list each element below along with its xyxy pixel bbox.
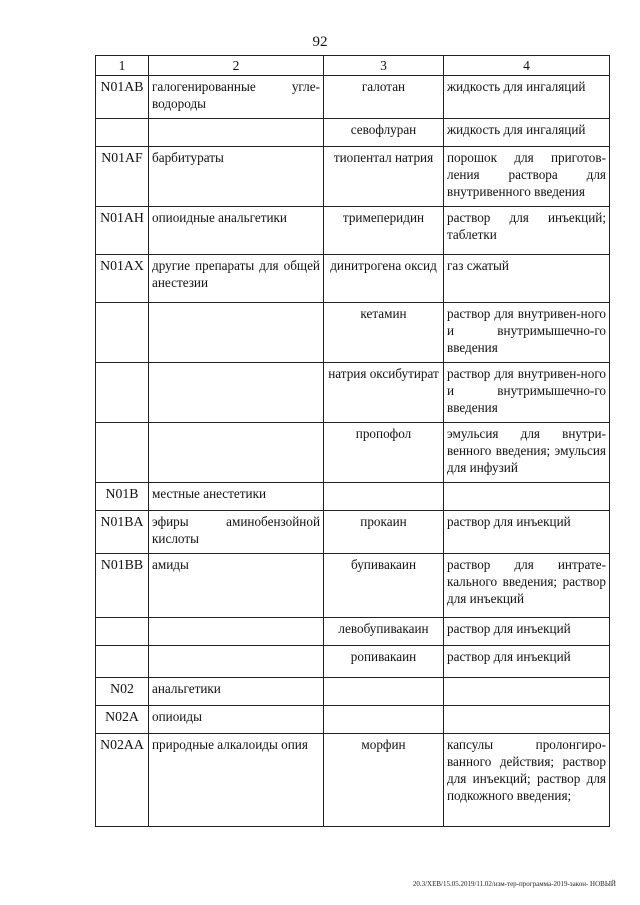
drug-name-cell [324,483,444,511]
atc-code-cell: N01AX [96,255,149,303]
table-row [96,646,610,678]
table-row [96,483,610,511]
drug-table [95,55,610,827]
drug-name-cell: морфин [324,734,444,827]
table-row [96,734,610,827]
atc-code-cell [96,423,149,483]
drug-name-cell [324,706,444,734]
group-name-cell [149,363,324,423]
group-name-cell: анальгетики [149,678,324,706]
atc-code-cell [96,646,149,678]
dosage-form-cell: жидкость для ингаляций [444,119,610,147]
table-row [96,303,610,363]
drug-name-cell: бупивакаин [324,554,444,618]
table-row [96,207,610,255]
atc-code-cell: N02A [96,706,149,734]
dosage-form-cell: раствор для интрате-кального введения; раствор для инъекций [444,554,610,618]
drug-name-cell [324,678,444,706]
table-row [96,76,610,119]
group-name-cell: опиоиды [149,706,324,734]
drug-name-cell: севофлуран [324,119,444,147]
dosage-form-cell: раствор для инъекций [444,511,610,554]
dosage-form-cell [444,706,610,734]
drug-name-cell: пропофол [324,423,444,483]
table-row [96,511,610,554]
group-name-cell [149,303,324,363]
group-name-cell [149,423,324,483]
group-name-cell: галогенированные угле-водороды [149,76,324,119]
table-row [96,618,610,646]
header-col-2: 2 [149,56,324,76]
table-row [96,554,610,618]
table-row [96,363,610,423]
drug-name-cell: кетамин [324,303,444,363]
atc-code-cell: N01B [96,483,149,511]
atc-code-cell: N01AH [96,207,149,255]
group-name-cell [149,119,324,147]
atc-code-cell [96,618,149,646]
table-body [96,76,610,827]
dosage-form-cell [444,483,610,511]
drug-name-cell: тримеперидин [324,207,444,255]
atc-code-cell: N02 [96,678,149,706]
atc-code-cell [96,303,149,363]
group-name-cell [149,646,324,678]
drug-name-cell: тиопентал натрия [324,147,444,207]
atc-code-cell: N01BA [96,511,149,554]
atc-code-cell: N01AB [96,76,149,119]
atc-code-cell: N01BB [96,554,149,618]
table-row [96,147,610,207]
group-name-cell: барбитураты [149,147,324,207]
dosage-form-cell: жидкость для ингаляций [444,76,610,119]
group-name-cell: амиды [149,554,324,618]
group-name-cell [149,618,324,646]
header-col-4: 4 [444,56,610,76]
dosage-form-cell: эмульсия для внутри-венного введения; эмульсия для инфузий [444,423,610,483]
table-row [96,423,610,483]
drug-name-cell: ропивакаин [324,646,444,678]
dosage-form-cell: раствор для внутривен-ного и внутримышечно-го введения [444,303,610,363]
table-row [96,678,610,706]
drug-name-cell: натрия оксибутират [324,363,444,423]
dosage-form-cell: раствор для инъекций [444,646,610,678]
dosage-form-cell [444,678,610,706]
drug-name-cell: динитрогена оксид [324,255,444,303]
header-col-1: 1 [96,56,149,76]
drug-name-cell: прокаин [324,511,444,554]
atc-code-cell: N01AF [96,147,149,207]
footer-code: 20.3/ХЕВ/15.05.2019/11.02/изм-тер-программа-2019-закон- НОВЫЙ [412,880,616,888]
dosage-form-cell: раствор для инъекций; таблетки [444,207,610,255]
dosage-form-cell: раствор для инъекций [444,618,610,646]
group-name-cell: природные алкалоиды опия [149,734,324,827]
table-row [96,706,610,734]
dosage-form-cell: газ сжатый [444,255,610,303]
group-name-cell: эфиры аминобензойной кислоты [149,511,324,554]
drug-name-cell: галотан [324,76,444,119]
group-name-cell: опиоидные анальгетики [149,207,324,255]
dosage-form-cell: капсулы пролонгиро-ванного действия; раствор для инъекций; раствор для подкожного введения; [444,734,610,827]
drug-name-cell: левобупивакаин [324,618,444,646]
dosage-form-cell: раствор для внутривен-ного и внутримышечно-го введения [444,363,610,423]
atc-code-cell: N02AA [96,734,149,827]
dosage-form-cell: порошок для приготов-ления раствора для внутривенного введения [444,147,610,207]
group-name-cell: местные анестетики [149,483,324,511]
atc-code-cell [96,119,149,147]
page-number: 92 [312,34,328,50]
atc-code-cell [96,363,149,423]
table-header-row [96,56,610,76]
header-col-3: 3 [324,56,444,76]
group-name-cell: другие препараты для общей анестезии [149,255,324,303]
table-row [96,119,610,147]
table-row [96,255,610,303]
